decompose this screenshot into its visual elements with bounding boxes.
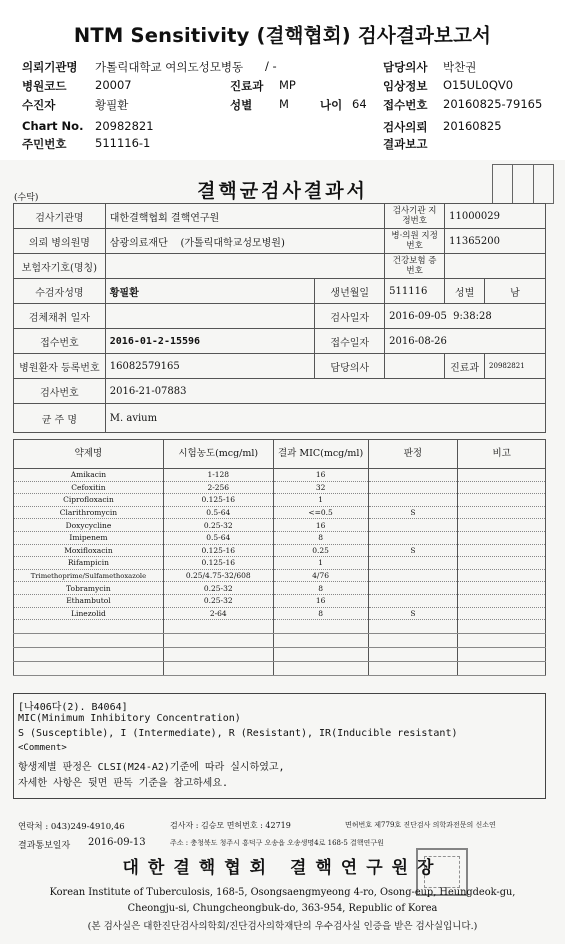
info-value-time: 9:38:28	[453, 310, 492, 322]
info-value	[105, 304, 315, 329]
info-label: 접수일자	[315, 329, 385, 354]
table-row	[14, 557, 546, 570]
comment-box	[13, 693, 546, 799]
info-label: 생년월일	[315, 279, 385, 304]
note-line: S (Susceptible), I (Intermediate), R (Resistant), IR(Inducible resistant)	[18, 728, 458, 739]
drug-interp	[368, 594, 458, 607]
table-row	[14, 582, 546, 595]
info-label: 병원환자 등록번호	[14, 354, 106, 379]
drug-interp	[368, 531, 458, 544]
org-label: 의뢰기관명	[22, 60, 78, 74]
drug-mic: 16	[273, 594, 368, 607]
drug-range: 0.25/4.75-32/608	[163, 569, 273, 582]
info-label: 담당의사	[315, 354, 385, 379]
info-label: 검사일자	[315, 304, 385, 329]
drug-remark	[458, 594, 546, 607]
drug-range: 0.25-32	[163, 582, 273, 595]
table-row	[14, 481, 546, 494]
drug-mic: 4/76	[273, 569, 368, 582]
drug-name: Trimethoprime/Sulfamethoxazole	[14, 569, 164, 582]
table-row	[14, 594, 546, 607]
drug-remark	[458, 531, 546, 544]
info-value: M. avium	[105, 404, 545, 433]
patient-info-table	[13, 203, 546, 433]
doctor-value: 박찬권	[443, 60, 477, 74]
info-label: 검사번호	[14, 379, 106, 404]
age-value: 64	[352, 97, 367, 111]
report-title: 결핵균검사결과서	[197, 180, 368, 202]
examiner-info: 검사자 : 김승모 면허번호 : 42719	[170, 821, 291, 830]
patient-value: 황필환	[95, 98, 129, 112]
info-value: 대한결핵협회 결핵연구원	[105, 204, 384, 229]
drug-interp: S	[368, 607, 458, 620]
info-value-sub: (가톨릭대학교성모병원)	[180, 237, 285, 249]
drug-remark	[458, 519, 546, 532]
info-value: 11365200	[445, 229, 546, 254]
note-line: MIC(Minimum Inhibitory Concentration)	[18, 713, 241, 724]
rrn-value: 511116-1	[95, 136, 151, 150]
drug-range: 2-256	[163, 481, 273, 494]
note-line: <Comment>	[18, 743, 67, 753]
drug-mic: 8	[273, 607, 368, 620]
result-report-label: 결과보고	[383, 137, 428, 151]
age-label: 나이	[320, 98, 343, 112]
info-label: 검사기관명	[14, 204, 106, 229]
info-value	[105, 229, 384, 254]
approval-stamp-box	[492, 164, 554, 204]
drug-mic: <=0.5	[273, 506, 368, 519]
blank-row	[14, 634, 546, 648]
drug-interp	[368, 557, 458, 570]
table-row	[14, 531, 546, 544]
institute-name: 대한결핵협회 결핵연구원장	[122, 858, 443, 878]
drug-name: Clarithromycin	[14, 506, 164, 519]
hospital-code-label: 병원코드	[22, 79, 67, 93]
receipt-no-label: 접수번호	[383, 98, 428, 112]
drug-range: 1-128	[163, 469, 273, 482]
drug-mic: 8	[273, 582, 368, 595]
info-label: 수검자성명	[14, 279, 106, 304]
drug-remark	[458, 481, 546, 494]
drug-remark	[458, 582, 546, 595]
info-label: 균 주 명	[14, 404, 106, 433]
table-row	[14, 569, 546, 582]
info-label: 검체채취 일자	[14, 304, 106, 329]
notice-date-value: 2016-09-13	[88, 837, 146, 848]
dash-value: / -	[265, 59, 277, 73]
info-value-main: 삼광의료재단	[109, 237, 168, 249]
drug-range: 0.5-64	[163, 531, 273, 544]
drug-interp	[368, 481, 458, 494]
drug-remark	[458, 469, 546, 482]
drug-range: 0.25-32	[163, 594, 273, 607]
drug-range: 0.125-16	[163, 494, 273, 507]
info-value: 11000029	[445, 204, 546, 229]
drug-range: 0.125-16	[163, 557, 273, 570]
drug-name: Amikacin	[14, 469, 164, 482]
org-value: 가톨릭대학교 여의도성모병동	[95, 60, 244, 74]
address-en-line1: Korean Institute of Tuberculosis, 168-5, Osongsaengmyeong 4-ro, Osong-eup, Heungdeok-gu,	[49, 887, 516, 898]
table-row	[14, 519, 546, 532]
hospital-code-value: 20007	[95, 78, 132, 92]
request-label: 검사의뢰	[383, 120, 428, 134]
drug-remark	[458, 494, 546, 507]
drug-mic: 1	[273, 557, 368, 570]
note-line: [나406다(2). B4064]	[18, 702, 128, 713]
info-value	[385, 304, 546, 329]
info-label: 건강보험 증번호	[385, 254, 445, 279]
address-en-line2: Cheongju-si, Chungcheongbuk-do, 363-954, Republic of Korea	[127, 903, 438, 914]
rrn-label: 주민번호	[22, 137, 67, 151]
drug-remark	[458, 569, 546, 582]
info-value: 남	[485, 279, 546, 304]
drug-name: Moxifloxacin	[14, 544, 164, 557]
info-value: 20982821	[485, 354, 546, 379]
clinical-info-value: O15UL0QV0	[443, 78, 514, 92]
drug-mic: 16	[273, 519, 368, 532]
drug-mic: 0.25	[273, 544, 368, 557]
column-header: 시험농도(mcg/ml)	[163, 440, 273, 469]
table-row	[14, 544, 546, 557]
contact-info: 연락처 : 043)249-4910,46	[18, 822, 125, 832]
column-header: 판정	[368, 440, 458, 469]
info-label: 진료과	[445, 354, 485, 379]
info-label: 병·의원 지정번호	[385, 229, 445, 254]
blank-row	[14, 620, 546, 634]
drug-name: Linezolid	[14, 607, 164, 620]
info-value	[445, 254, 546, 279]
column-header: 비고	[458, 440, 546, 469]
info-value: 16082579165	[105, 354, 315, 379]
dept-value: MP	[279, 78, 296, 92]
consignment-label: (수탁)	[14, 193, 39, 203]
chart-no-label: Chart No.	[22, 119, 84, 133]
info-value: 2016-08-26	[385, 329, 546, 354]
info-value: 511116	[385, 279, 445, 304]
drug-name: Tobramycin	[14, 582, 164, 595]
info-value-date: 2016-09-05	[389, 310, 447, 322]
drug-mic: 8	[273, 531, 368, 544]
table-row	[14, 607, 546, 620]
info-value: 황필환	[105, 279, 315, 304]
drug-interp: S	[368, 544, 458, 557]
column-header: 결과 MIC(mcg/ml)	[273, 440, 368, 469]
drug-name: Doxycycline	[14, 519, 164, 532]
drug-range: 2-64	[163, 607, 273, 620]
drug-range: 0.5-64	[163, 506, 273, 519]
certification-note: (본 검사실은 대한진단검사의학회/진단검사의학재단의 우수검사실 인증을 받은 검사실입니다.)	[87, 921, 478, 932]
patient-label: 수진자	[22, 98, 56, 112]
drug-interp	[368, 494, 458, 507]
info-value: 2016-01-2-15596	[105, 329, 315, 354]
info-label: 검사기관 지정번호	[385, 204, 445, 229]
column-header: 약제명	[14, 440, 164, 469]
info-value	[385, 354, 445, 379]
drug-interp	[368, 469, 458, 482]
drug-range: 0.25-32	[163, 519, 273, 532]
table-row	[14, 469, 546, 482]
sex-value: M	[279, 97, 289, 111]
drug-interp	[368, 569, 458, 582]
drug-mic: 32	[273, 481, 368, 494]
drug-name: Imipenem	[14, 531, 164, 544]
request-value: 20160825	[443, 119, 502, 133]
drug-name: Ciprofloxacin	[14, 494, 164, 507]
report-header	[0, 0, 565, 160]
susceptibility-table	[13, 439, 546, 676]
drug-interp: S	[368, 506, 458, 519]
drug-name: Ethambutol	[14, 594, 164, 607]
info-label: 의뢰 병의원명	[14, 229, 106, 254]
drug-remark	[458, 544, 546, 557]
note-line: 자세한 사항은 뒷면 판독 기준을 참고하세요.	[18, 778, 229, 789]
table-row	[14, 494, 546, 507]
table-row	[14, 506, 546, 519]
receipt-no-value: 20160825-79165	[443, 97, 543, 111]
info-value: 2016-21-07883	[105, 379, 545, 404]
drug-interp	[368, 519, 458, 532]
drug-name: Rifampicin	[14, 557, 164, 570]
sex-label: 성별	[230, 98, 253, 112]
dept-label: 진료과	[230, 79, 264, 93]
license-info: 면허번호 제779호 진단검사 의학과전문의 신소연	[345, 821, 496, 829]
info-label: 성별	[445, 279, 485, 304]
clinical-info-label: 임상정보	[383, 79, 428, 93]
drug-name: Cefoxitin	[14, 481, 164, 494]
chart-no-value: 20982821	[95, 119, 154, 133]
drug-range: 0.125-16	[163, 544, 273, 557]
notice-date-label: 결과통보일자	[18, 841, 71, 851]
drug-remark	[458, 506, 546, 519]
doctor-label: 담당의사	[383, 60, 428, 74]
drug-remark	[458, 607, 546, 620]
page-title: NTM Sensitivity (결핵협회) 검사결과보고서	[73, 24, 492, 47]
address-kr: 주소 : 충청북도 청주시 흥덕구 오송읍 오송생명4로 168-5 결핵연구원	[170, 839, 384, 847]
drug-interp	[368, 582, 458, 595]
info-label: 접수번호	[14, 329, 106, 354]
blank-row	[14, 648, 546, 662]
drug-mic: 16	[273, 469, 368, 482]
drug-mic: 1	[273, 494, 368, 507]
info-label: 보험자기호(명칭)	[14, 254, 106, 279]
drug-remark	[458, 557, 546, 570]
note-line: 항생제별 판정은 CLSI(M24-A2)기준에 따라 실시하였고,	[18, 762, 285, 773]
info-value	[105, 254, 384, 279]
blank-row	[14, 662, 546, 676]
